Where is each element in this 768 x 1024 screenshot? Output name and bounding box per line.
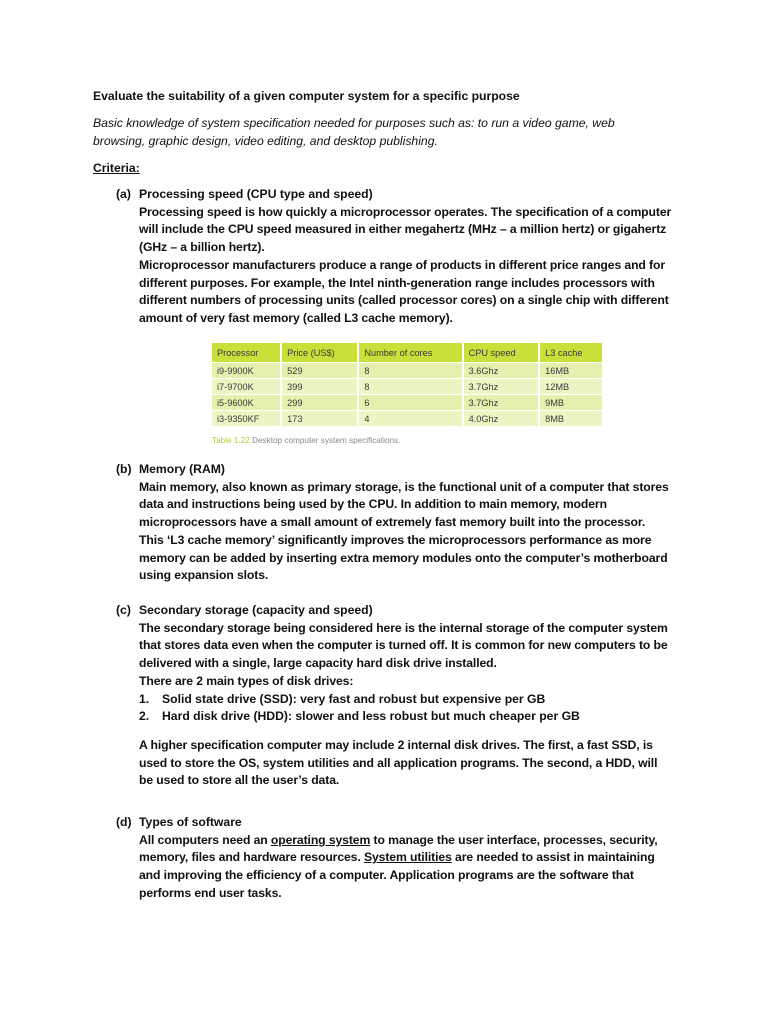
- section-d: [112, 814, 672, 903]
- list-item: 2. Hard disk drive (HDD): slower and less robust but much cheaper per GB: [139, 709, 580, 724]
- table-row: [212, 395, 603, 411]
- section-paragraph: Main memory, also known as primary storage, is the functional unit of a computer that stores data and instructions being used by the CPU. In addition to main memory, modern microprocessors have a small amount of extremely fast memory built into the processor. This ‘L3 cache memory’ significantly improves the microprocessors performance as more memory can be added by inserting extra memory modules onto the computer’s motherboard using expansion slots.: [139, 479, 669, 583]
- table-caption-text: Desktop computer system specifications.: [249, 436, 401, 445]
- table-caption-number: Table 1.22: [212, 436, 250, 445]
- column-header: Processor: [212, 343, 281, 363]
- table-row: [212, 411, 603, 427]
- table-cell: 399: [281, 379, 358, 395]
- section-paragraph: Microprocessor manufacturers produce a range of products in different price ranges and for different purposes. For example, the Intel ninth-generation range includes processors with different numbers of processing units (called processor cores) on a single chip with different amount of very fast memory (called L3 cache memory).: [139, 257, 669, 325]
- section-b: [112, 461, 672, 585]
- section-heading: Types of software: [139, 815, 242, 829]
- operating-system-term: operating system: [270, 832, 371, 847]
- column-header: L3 cache: [539, 343, 603, 363]
- column-header: CPU speed: [463, 343, 540, 363]
- section-paragraph: A higher specification computer may include 2 internal disk drives. The first, a fast SSD, is used to store the OS, system utilities and all application programs. The second, a HDD, will be used to store all the user’s data.: [139, 737, 658, 788]
- table-cell: i5-9600K: [212, 395, 281, 411]
- section-c: [112, 602, 672, 790]
- section-paragraph: Processing speed is how quickly a microprocessor operates. The specification of a computer will include the CPU speed measured in either megahertz (MHz – a million hertz) or gigahertz (GHz – a billion hertz).: [139, 204, 672, 255]
- section-paragraph: The secondary storage being considered here is the internal storage of the computer system that stores data even when the computer is turned off. It is common for new computers to be delivered with a single, large capacity hard disk drive installed.: [139, 620, 668, 671]
- table-cell: i7-9700K: [212, 379, 281, 395]
- table-cell: 299: [281, 395, 358, 411]
- table-row: [212, 363, 603, 379]
- section-a: [112, 186, 672, 328]
- section-heading: Memory (RAM): [139, 462, 225, 476]
- table-cell: 529: [281, 363, 358, 379]
- table-cell: 8: [358, 363, 462, 379]
- section-paragraph: All computers need an operating system to manage the user interface, processes, security, memory, files and hardware resources. System utilities are needed to assist in maintaining and improving the efficiency of a computer. Application programs are the software that performs end user tasks.: [139, 832, 658, 900]
- disk-drive-list: [139, 691, 672, 726]
- table-cell: 16MB: [539, 363, 603, 379]
- table-cell: 4: [358, 411, 462, 427]
- table-cell: 9MB: [539, 395, 603, 411]
- section-letter: (a): [116, 187, 131, 201]
- table-row: [212, 379, 603, 395]
- table-cell: 4.0Ghz: [463, 411, 540, 427]
- table-cell: 6: [358, 395, 462, 411]
- criteria-label: Criteria:: [93, 161, 140, 175]
- section-letter: (b): [116, 462, 132, 476]
- column-header: Price (US$): [281, 343, 358, 363]
- section-heading: Processing speed (CPU type and speed): [139, 187, 373, 201]
- section-letter: (c): [116, 603, 131, 617]
- table-cell: 3.7Ghz: [463, 395, 540, 411]
- cpu-spec-table-figure: [212, 343, 608, 453]
- table-header-row: [212, 343, 603, 363]
- table-cell: 173: [281, 411, 358, 427]
- list-item: 1. Solid state drive (SSD): very fast and robust but expensive per GB: [139, 691, 546, 706]
- intro-text: Basic knowledge of system specification needed for purposes such as: to run a video game, web browsing, graphic design, video editing, and desktop publishing.: [93, 116, 615, 148]
- section-heading: Secondary storage (capacity and speed): [139, 603, 373, 617]
- table-cell: i9-9900K: [212, 363, 281, 379]
- table-cell: 8MB: [539, 411, 603, 427]
- section-letter: (d): [116, 815, 132, 829]
- table-cell: 12MB: [539, 379, 603, 395]
- table-cell: 3.7Ghz: [463, 379, 540, 395]
- column-header: Number of cores: [358, 343, 462, 363]
- cpu-spec-table: [212, 343, 604, 426]
- table-cell: 8: [358, 379, 462, 395]
- section-paragraph: There are 2 main types of disk drives:: [139, 673, 354, 688]
- table-caption: [212, 432, 608, 450]
- system-utilities-term: System utilities: [363, 850, 452, 865]
- page-title: Evaluate the suitability of a given computer system for a specific purpose: [93, 89, 520, 103]
- table-cell: 3.6Ghz: [463, 363, 540, 379]
- table-cell: i3-9350KF: [212, 411, 281, 427]
